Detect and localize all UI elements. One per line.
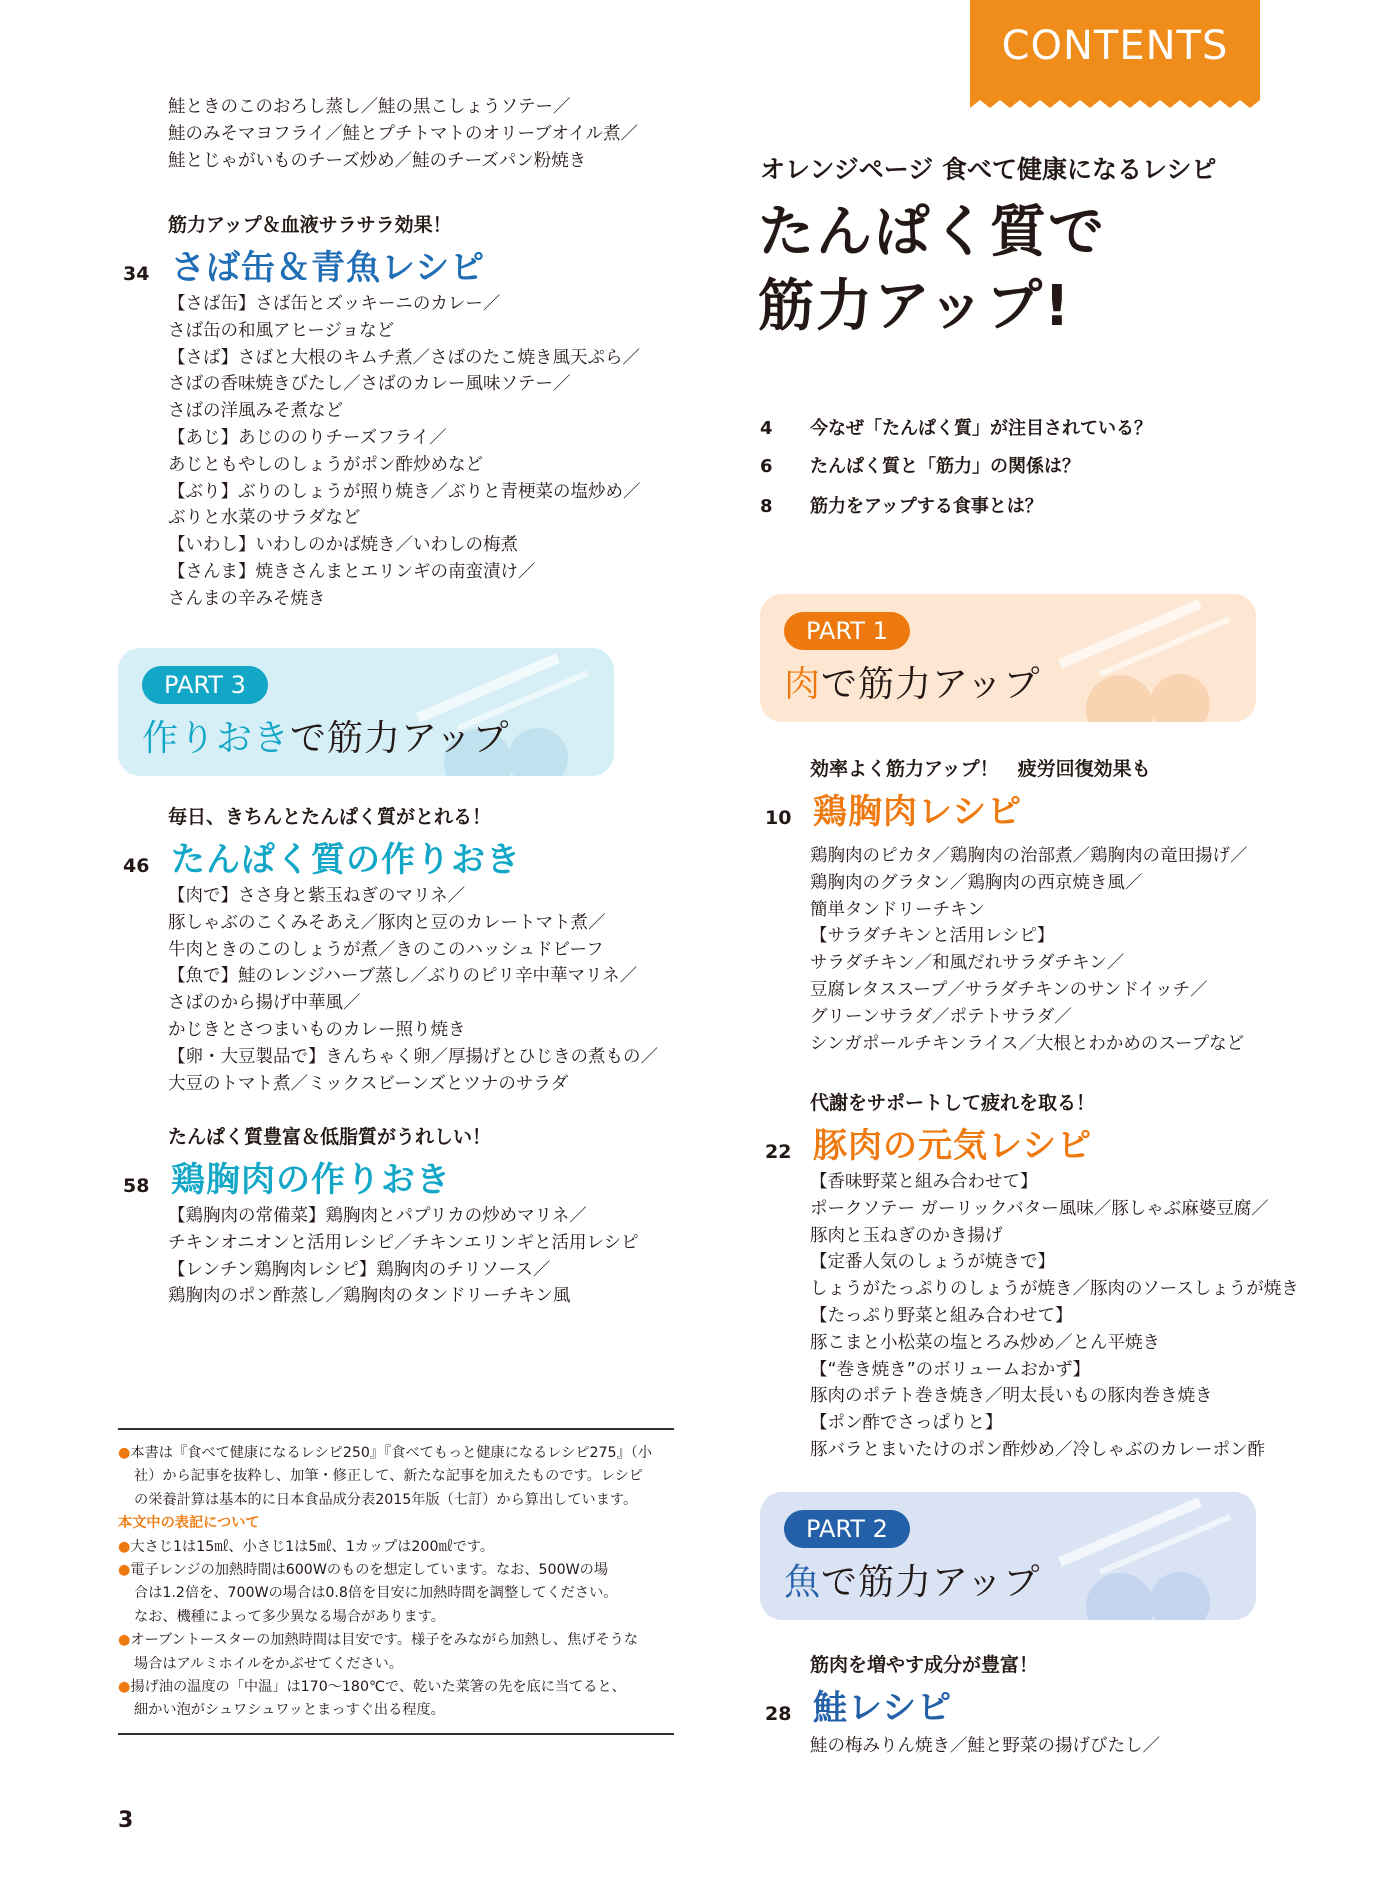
section-heading — [765, 1118, 1280, 1167]
section-subtitle: 筋力アップ＆血液サラサラ効果！ — [168, 214, 452, 236]
recipe-line: 【サラダチキンと活用レシピ】 — [810, 926, 1055, 947]
intro-text: 今なぜ「たんぱく質」が注目されている？ — [810, 418, 1152, 439]
recipe-line: 牛肉ときのこのしょうが煮／きのこのハッシュドビーフ — [168, 939, 604, 960]
section-subtitle: 代謝をサポートして疲れを取る！ — [810, 1092, 1096, 1114]
intro-item[interactable] — [760, 414, 1152, 440]
recipe-line: さばのから揚げ中華風／ — [168, 993, 361, 1014]
recipe-line: 【たっぷり野菜と組み合わせて】 — [810, 1305, 1073, 1326]
note-line: 社）から記事を抜粋し、加筆・修正して、新たな記事を加えたものです。レシピ — [134, 1468, 643, 1485]
recipe-line: 【いわし】いわしのかば焼き／いわしの梅煮 — [168, 535, 518, 556]
recipe-line: 簡単タンドリーチキン — [810, 899, 985, 920]
intro-page: 4 — [760, 418, 773, 439]
recipe-line: 鮭のみそマヨフライ／鮭とプチトマトのオリーブオイル煮／ — [168, 123, 639, 144]
recipe-line: チキンオニオンと活用レシピ／チキンエリンギと活用レシピ — [168, 1232, 639, 1253]
note-text: 揚げ油の温度の「中温」は170～180℃で、乾いた菜箸の先を底に当てると、 — [130, 1679, 626, 1696]
recipe-line: 鮭ときのこのおろし蒸し／鮭の黒こしょうソテー／ — [168, 97, 571, 117]
recipe-line: 豚しゃぶのこくみそあえ／豚肉と豆のカレートマト煮／ — [168, 912, 606, 933]
part1-pill: PART 1 — [784, 612, 910, 650]
recipe-line: 鮭とじゃがいものチーズ炒め／鮭のチーズパン粉焼き — [168, 150, 587, 171]
recipe-line: かじきとさつまいものカレー照り焼き — [168, 1019, 466, 1040]
section-subtitle: たんぱく質豊富＆低脂質がうれしい！ — [168, 1126, 492, 1148]
recipe-line: 鶏胸肉のピカタ／鶏胸肉の治部煮／鶏胸肉の竜田揚げ／ — [810, 846, 1248, 866]
section-title: 鮭レシピ — [813, 1688, 953, 1728]
recipe-line: 【ぶり】ぶりのしょうが照り焼き／ぶりと青梗菜の塩炒め／ — [168, 481, 641, 502]
section-heading — [123, 832, 708, 881]
recipe-line: 大豆のトマト煮／ミックスビーンズとツナのサラダ — [168, 1073, 569, 1094]
recipe-line: 【香味野菜と組み合わせて】 — [810, 1172, 1038, 1192]
bullet-icon: ● — [118, 1679, 131, 1696]
recipe-line: ポークソテー ガーリックバター風味／豚しゃぶ麻婆豆腐／ — [810, 1198, 1269, 1219]
note-line — [118, 1559, 674, 1582]
part1-title — [784, 656, 1041, 707]
recipe-line: シンガポールチキンライス／大根とわかめのスープなど — [810, 1033, 1245, 1054]
section-heading — [123, 240, 708, 289]
part1-title-rest: で筋力アップ — [821, 664, 1041, 705]
recipe-line: 【鶏胸肉の常備菜】鶏胸肉とパプリカの炒めマリネ／ — [168, 1206, 587, 1226]
section-pork[interactable] — [765, 1090, 1299, 1464]
recipe-line: 【ポン酢でさっぱりと】 — [810, 1413, 1003, 1434]
book-title-line1: たんぱく質で — [758, 200, 1106, 265]
recipe-line: 豚バラとまいたけのポン酢炒め／冷しゃぶのカレーポン酢 — [810, 1439, 1265, 1460]
intro-text: 筋力をアップする食事とは？ — [810, 496, 1043, 517]
recipe-line: 鮭の梅みりん焼き／鮭と野菜の揚げびたし／ — [810, 1736, 1160, 1756]
bullet-icon: ● — [118, 1538, 131, 1555]
bullet-icon: ● — [118, 1632, 131, 1649]
section-page: 28 — [765, 1703, 792, 1725]
contents-tab — [970, 0, 1260, 100]
section-heading — [765, 784, 1270, 833]
section-chicken-tsukurioki[interactable] — [123, 1124, 708, 1310]
part2-banner — [760, 1492, 1256, 1620]
section-page: 58 — [123, 1175, 150, 1197]
section-saba[interactable] — [123, 212, 708, 613]
section-page: 34 — [123, 263, 150, 285]
zigzag-edge — [970, 98, 1260, 110]
recipe-line: さば缶の和風アヒージョなど — [168, 320, 395, 341]
note-line: なお、機種によって多少異なる場合があります。 — [134, 1608, 445, 1625]
salmon-continued — [168, 94, 708, 174]
recipe-line: あじともやしのしょうがポン酢炒めなど — [168, 454, 483, 475]
intro-item[interactable] — [760, 492, 1043, 518]
recipe-line: サラダチキン／和風だれサラダチキン／ — [810, 953, 1125, 974]
section-chicken[interactable] — [765, 756, 1270, 1057]
part3-title-em: 作りおき — [142, 718, 291, 759]
section-title: たんぱく質の作りおき — [171, 840, 521, 880]
note-text: 本書は『食べて健康になるレシピ250』『食べてもっと健康になるレシピ275』（小 — [130, 1445, 653, 1461]
section-subtitle: 毎日、きちんとたんぱく質がとれる！ — [168, 806, 492, 828]
recipe-line: 【さんま】焼きさんまとエリンギの南蛮漬け／ — [168, 561, 536, 582]
note-line: 場合はアルミホイルをかぶせてください。 — [134, 1655, 403, 1672]
book-series: オレンジページ 食べて健康になるレシピ — [760, 155, 1217, 184]
intro-text: たんぱく質と「筋力」の関係は？ — [810, 456, 1080, 477]
part3-banner — [118, 648, 614, 776]
bullet-icon: ● — [118, 1562, 131, 1579]
recipe-line: グリーンサラダ／ポテトサラダ／ — [810, 1006, 1072, 1027]
recipe-line: さばの洋風みそ煮など — [168, 401, 343, 422]
recipe-line: しょうがたっぷりのしょうが焼き／豚肉のソースしょうが焼き — [810, 1279, 1299, 1300]
section-salmon[interactable] — [765, 1652, 1270, 1760]
note-line: 細かい泡がシュワシュワッとまっすぐ出る程度。 — [134, 1702, 445, 1719]
part1-banner — [760, 594, 1256, 722]
recipe-line: 【あじ】あじののりチーズフライ／ — [168, 427, 447, 448]
section-page: 22 — [765, 1141, 792, 1163]
section-heading — [123, 1152, 708, 1201]
part3-pill: PART 3 — [142, 666, 268, 704]
page-number: 3 — [118, 1808, 134, 1833]
intro-item[interactable] — [760, 452, 1080, 478]
recipe-line: 鶏胸肉のポン酢蒸し／鶏胸肉のタンドリーチキン風 — [168, 1286, 571, 1307]
recipe-line: 【卵・大豆製品で】きんちゃく卵／厚揚げとひじきの煮もの／ — [168, 1046, 658, 1067]
recipe-line: 【定番人気のしょうが焼きで】 — [810, 1252, 1055, 1273]
part1-title-em: 肉 — [784, 664, 822, 705]
recipe-line: 【魚で】鮭のレンジハーブ蒸し／ぶりのピリ辛中華マリネ／ — [168, 966, 638, 987]
note-line — [118, 1442, 674, 1465]
intro-page: 8 — [760, 496, 773, 517]
note-text: 大さじ1は15㎖、小さじ1は5㎖、1カップは200㎖です。 — [130, 1538, 495, 1555]
note-text: オーブントースターの加熱時間は目安です。様子をみながら加熱し、焦げそうな — [130, 1632, 639, 1649]
note-line — [118, 1629, 674, 1652]
recipe-line: 豚こまと小松菜の塩とろみ炒め／とん平焼き — [810, 1332, 1160, 1353]
section-title: さば缶＆青魚レシピ — [171, 248, 486, 288]
recipe-line: 【さば缶】さば缶とズッキーニのカレー／ — [168, 294, 501, 314]
notes-box — [118, 1428, 674, 1735]
part2-title-rest: で筋力アップ — [821, 1562, 1041, 1603]
contents-label: CONTENTS — [1001, 23, 1229, 69]
recipe-line: 【レンチン鶏胸肉レシピ】鶏胸肉のチリソース／ — [168, 1259, 551, 1280]
note-text: 電子レンジの加熱時間は600Wのものを想定しています。なお、500Wの場 — [130, 1562, 609, 1579]
recipe-line: 【“巻き焼き”のボリュームおかず】 — [810, 1359, 1091, 1380]
recipe-line: 【さば】さばと大根のキムチ煮／さばのたこ焼き風天ぷら／ — [168, 347, 640, 368]
recipe-line: 豚肉のポテト巻き焼き／明太長いもの豚肉巻き焼き — [810, 1386, 1213, 1407]
section-subtitle: 効率よく筋力アップ！ 疲労回復効果も — [810, 758, 1151, 780]
part2-pill: PART 2 — [784, 1510, 910, 1548]
part2-title — [784, 1554, 1041, 1605]
section-heading — [765, 1680, 1270, 1729]
part2-title-em: 魚 — [784, 1562, 822, 1603]
note-line — [118, 1676, 674, 1699]
recipe-line: ぶりと水菜のサラダなど — [168, 508, 361, 529]
recipe-line: 豚肉と玉ねぎのかき揚げ — [810, 1225, 1003, 1246]
part3-title — [142, 710, 510, 761]
section-title: 鶏胸肉レシピ — [813, 792, 1023, 832]
section-tsukurioki[interactable] — [123, 804, 708, 1097]
book-title-line2: 筋力アップ! — [758, 274, 1072, 339]
section-title: 豚肉の元気レシピ — [813, 1126, 1093, 1166]
recipe-line: 【肉で】ささ身と紫玉ねぎのマリネ／ — [168, 886, 466, 906]
intro-page: 6 — [760, 456, 773, 477]
part3-title-rest: で筋力アップ — [290, 718, 510, 759]
notes-heading: 本文中の表記について — [118, 1515, 260, 1532]
section-page: 10 — [765, 807, 792, 829]
section-page: 46 — [123, 855, 150, 877]
section-subtitle: 筋肉を増やす成分が豊富！ — [810, 1654, 1039, 1676]
note-line: の栄養計算は基本的に日本食品成分表2015年版（七訂）から算出しています。 — [134, 1491, 638, 1508]
note-line — [118, 1536, 674, 1559]
recipe-line: 鶏胸肉のグラタン／鶏胸肉の西京焼き風／ — [810, 872, 1143, 893]
bullet-icon: ● — [118, 1445, 131, 1461]
note-line: 合は1.2倍を、700Wの場合は0.8倍を目安に加熱時間を調整してください。 — [134, 1585, 618, 1602]
recipe-line: さばの香味焼きびたし／さばのカレー風味ソテー／ — [168, 374, 571, 395]
recipe-line: 豆腐レタススープ／サラダチキンのサンドイッチ／ — [810, 979, 1208, 1000]
recipe-line: さんまの辛みそ焼き — [168, 588, 326, 609]
section-title: 鶏胸肉の作りおき — [171, 1160, 451, 1200]
